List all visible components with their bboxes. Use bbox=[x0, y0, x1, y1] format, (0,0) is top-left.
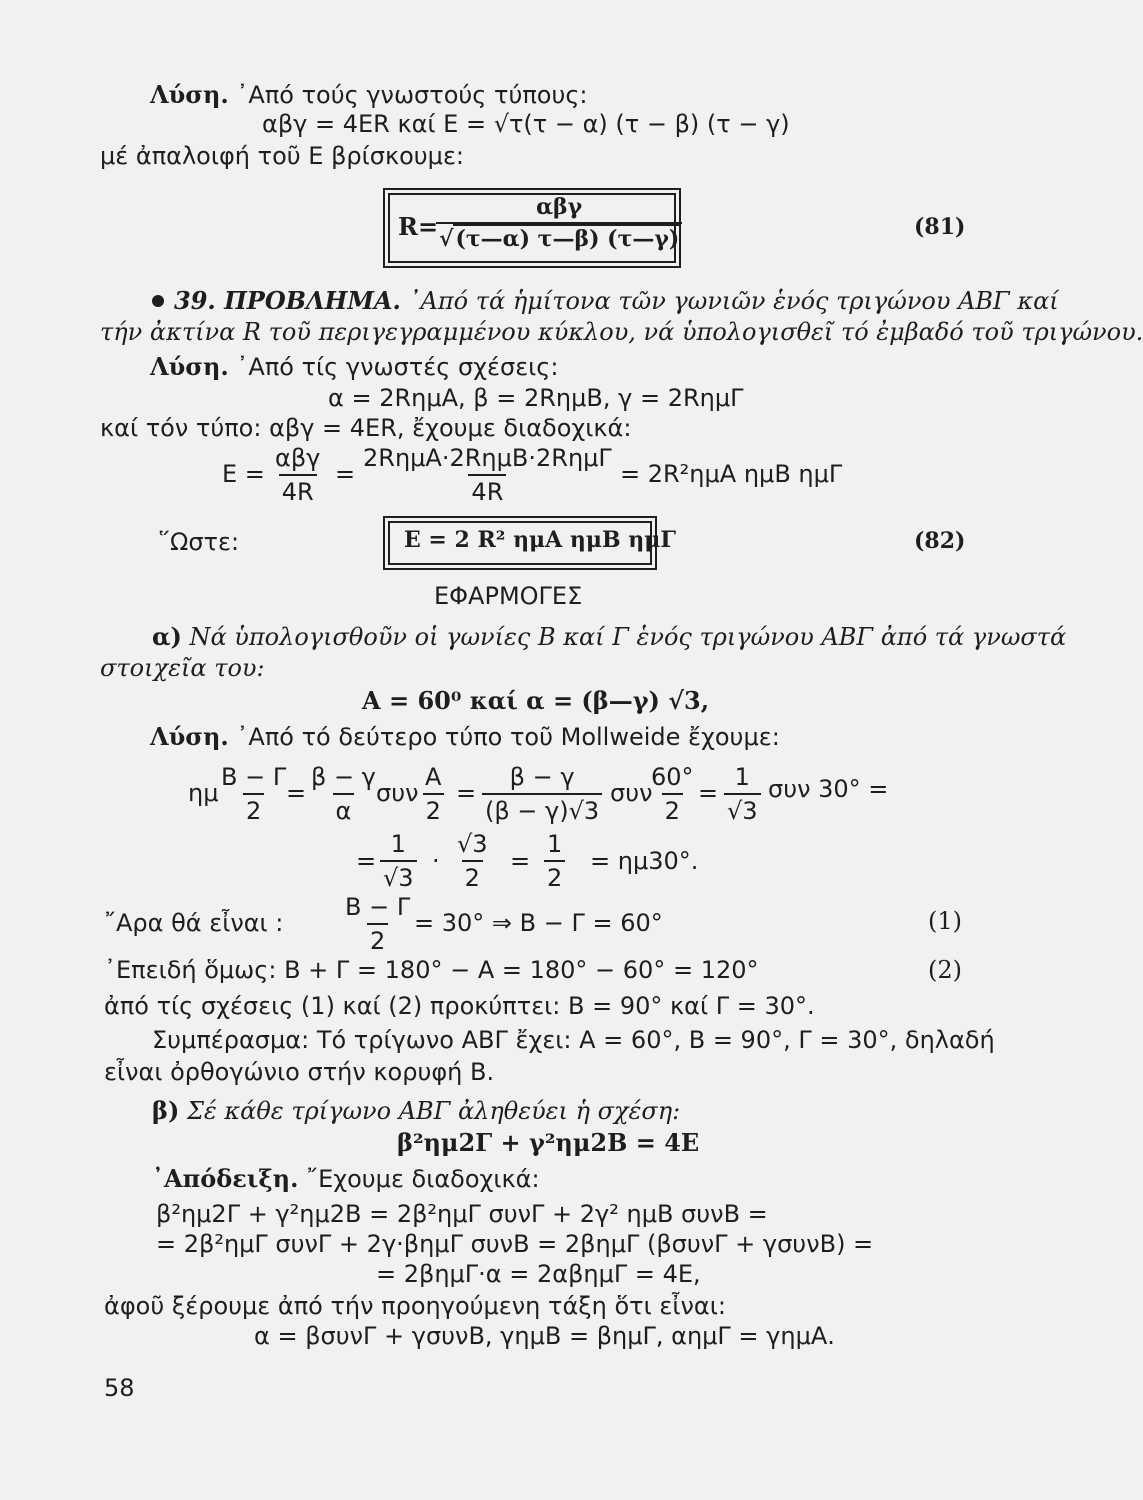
area-frac-2-num: 2RημΑ·2RημΒ·2RημΓ bbox=[363, 444, 612, 472]
solution-intro-1 bbox=[150, 80, 588, 109]
l2-frac-3-den: 2 bbox=[544, 860, 565, 892]
ara-frac bbox=[342, 893, 413, 955]
solution-label: Λύση. bbox=[150, 80, 229, 109]
m-frac-1 bbox=[218, 763, 289, 825]
m-frac-2-den: α bbox=[333, 793, 355, 825]
equals-sign: = bbox=[335, 460, 356, 488]
equation-number-81: (81) bbox=[914, 214, 966, 240]
area-frac-1-den: 4R bbox=[279, 474, 317, 506]
app-a-text: Νά ὑπολογισθοῦν οἱ γωνίες Β καί Γ ἑνός τριγώνου ΑΒΓ ἀπό τά γνωστά bbox=[189, 623, 1067, 651]
m-frac-1-num: Β − Γ bbox=[221, 763, 287, 791]
problem-number: 39. ΠΡΟΒΛΗΜΑ. bbox=[174, 286, 401, 315]
l2-frac-2 bbox=[454, 830, 491, 892]
equation-number-82: (82) bbox=[914, 528, 966, 554]
l2-frac-3-num: 1 bbox=[547, 830, 563, 858]
eq-number-2: (2) bbox=[928, 956, 962, 984]
app-b-text: Σέ κάθε τρίγωνο ΑΒΓ ἀληθεύει ἡ σχέση: bbox=[186, 1097, 681, 1125]
l2-frac-1-num: 1 bbox=[390, 830, 406, 858]
app-a-line1 bbox=[152, 622, 1066, 651]
app-a-given: Α = 60⁰ καί α = (β—γ) √3, bbox=[362, 686, 710, 715]
formula-81-lhs: R= bbox=[398, 212, 439, 241]
eq-number-1: (1) bbox=[928, 907, 962, 935]
formula-81-fraction bbox=[436, 194, 682, 252]
m-eq-1: = bbox=[286, 779, 307, 807]
m-frac-5 bbox=[648, 763, 697, 825]
m-frac-6-den: √3 bbox=[724, 793, 761, 825]
solution-intro-2 bbox=[150, 352, 558, 381]
l2-frac-3 bbox=[544, 830, 565, 892]
m-frac-6 bbox=[724, 763, 761, 825]
area-frac-1 bbox=[272, 444, 323, 506]
proof-line-2: = 2β²ημΓ συνΓ + 2γ·βημΓ συνΒ = 2βημΓ (βσυνΓ + γσυνΒ) = bbox=[156, 1230, 874, 1258]
page-number: 58 bbox=[104, 1374, 135, 1402]
m-frac-1-den: 2 bbox=[243, 793, 264, 825]
formula-81-den-wrap: √(τ—α) τ—β) (τ—γ) bbox=[436, 222, 682, 252]
m-frac-4-num: β − γ bbox=[509, 763, 575, 791]
applications-heading: ΕΦΑΡΜΟΓΕΣ bbox=[434, 582, 583, 610]
problem-text-1: ᾿Από τά ἡμίτονα τῶν γωνιῶν ἑνός τριγώνου ΑΒΓ καί bbox=[408, 287, 1059, 315]
ara-label: ῎Αρα θά εἶναι : bbox=[104, 909, 284, 937]
l2-tail: = ημ30°. bbox=[590, 847, 699, 875]
m-eq-2: = bbox=[456, 779, 477, 807]
m-frac-3 bbox=[422, 763, 444, 825]
area-formula-line: καί τόν τύπο: αβγ = 4ER, ἔχουμε διαδοχικά: bbox=[100, 414, 632, 442]
formula-abg-heron: αβγ = 4ER καί E = √τ(τ − α) (τ − β) (τ − γ) bbox=[262, 110, 790, 138]
m-frac-5-num: 60° bbox=[651, 763, 694, 791]
solution-text: ᾿Από τούς γνωστούς τύπους: bbox=[236, 81, 588, 109]
app-a-label: α) bbox=[152, 622, 182, 651]
m-syn-2: συν bbox=[610, 779, 653, 807]
area-lhs: E = bbox=[222, 460, 265, 488]
m-frac-5-den: 2 bbox=[662, 793, 683, 825]
l2-eq: = bbox=[356, 847, 377, 875]
elimination-text: μέ ἀπαλοιφή τοῦ E βρίσκουμε: bbox=[100, 142, 465, 170]
m-eq-3: = bbox=[698, 779, 719, 807]
area-frac-2-den: 4R bbox=[468, 474, 506, 506]
proof-text: ῎Εχουμε διαδοχικά: bbox=[306, 1165, 540, 1193]
area-frac-2 bbox=[360, 444, 615, 506]
conclusion-2: εἶναι ὀρθογώνιο στήν κορυφή Β. bbox=[104, 1058, 495, 1086]
l2-dot: · bbox=[432, 847, 440, 875]
app-a-line2: στοιχεῖα του: bbox=[100, 654, 265, 682]
ara-rhs: = 30° ⇒ Β − Γ = 60° bbox=[414, 909, 663, 937]
m-frac-4-den: (β − γ)√3 bbox=[482, 793, 602, 825]
solution-label-2: Λύση. bbox=[150, 352, 229, 381]
l2-frac-1-den: √3 bbox=[380, 860, 417, 892]
l2-frac-2-num: √3 bbox=[457, 830, 488, 858]
proof-label: ᾿Απόδειξη. bbox=[152, 1164, 299, 1193]
ara-den: 2 bbox=[367, 923, 388, 955]
m-frac-3-den: 2 bbox=[423, 793, 444, 825]
area-frac-1-num: αβγ bbox=[275, 444, 321, 472]
m-frac-2-num: β − γ bbox=[311, 763, 376, 791]
l2-eq-2: = bbox=[510, 847, 531, 875]
proof-line-3: = 2βημΓ·α = 2αβημΓ = 4Ε, bbox=[376, 1260, 701, 1288]
formula-82: E = 2 R² ημΑ ημΒ ημΓ bbox=[404, 527, 676, 553]
m-syn-1: συν bbox=[376, 779, 419, 807]
proof-line-4: ἀφοῦ ξέρουμε ἀπό τήν προηγούμενη τάξη ὅτι εἶναι: bbox=[104, 1292, 726, 1320]
epeidi-line: ᾿Επειδή ὅμως: Β + Γ = 180° − Α = 180° − 60° = 120° bbox=[104, 956, 759, 984]
ara-num: Β − Γ bbox=[345, 893, 411, 921]
app-a-solution-label: Λύση. bbox=[150, 722, 229, 751]
bullet-icon bbox=[152, 295, 164, 307]
solution-text-2: ᾿Από τίς γνωστές σχέσεις: bbox=[236, 353, 559, 381]
problem-39-line2: τήν ἀκτίνα R τοῦ περιγεγραμμένου κύκλου, νά ὑπολογισθεῖ τό ἐμβαδό τοῦ τριγώνου. bbox=[100, 318, 1143, 346]
problem-39-line1 bbox=[152, 286, 1059, 315]
m-frac-6-num: 1 bbox=[734, 763, 750, 791]
m-frac-2 bbox=[308, 763, 379, 825]
app-b-formula: β²ημ2Γ + γ²ημ2Β = 4Ε bbox=[397, 1128, 700, 1157]
l2-frac-2-den: 2 bbox=[462, 860, 483, 892]
m-frac-4 bbox=[482, 763, 602, 825]
app-b-label: β) bbox=[152, 1096, 180, 1125]
l2-frac-1 bbox=[380, 830, 417, 892]
m-frac-3-num: Α bbox=[425, 763, 442, 791]
conclusion-1: Συμπέρασμα: Τό τρίγωνο ΑΒΓ ἔχει: Α = 60°, Β = 90°, Γ = 30°, δηλαδή bbox=[152, 1026, 995, 1054]
app-b-line bbox=[152, 1096, 680, 1125]
area-rhs: = 2R²ημΑ ημΒ ημΓ bbox=[620, 460, 843, 488]
from-relations: ἀπό τίς σχέσεις (1) καί (2) προκύπτει: Β = 90° καί Γ = 30°. bbox=[104, 992, 815, 1020]
proof-intro bbox=[152, 1164, 540, 1193]
app-a-solution-text: ᾿Από τό δεύτερο τύπο τοῦ Mollweide ἔχουμε: bbox=[236, 723, 780, 751]
app-a-solution bbox=[150, 722, 780, 751]
formula-81-num: αβγ bbox=[536, 194, 583, 220]
mollweide-eta: ημ bbox=[188, 779, 219, 807]
formula-81-den: (τ—α) τ—β) (τ—γ) bbox=[455, 226, 680, 252]
sine-relations: α = 2RημΑ, β = 2RημΒ, γ = 2RημΓ bbox=[328, 384, 744, 412]
proof-line-5: α = βσυνΓ + γσυνΒ, γημΒ = βημΓ, αημΓ = γημΑ. bbox=[254, 1322, 835, 1350]
m-tail: συν 30° = bbox=[768, 775, 889, 803]
proof-line-1: β²ημ2Γ + γ²ημ2Β = 2β²ημΓ συνΓ + 2γ² ημΒ συνΒ = bbox=[156, 1200, 768, 1228]
hence-label: ῞Ωστε: bbox=[158, 528, 240, 556]
